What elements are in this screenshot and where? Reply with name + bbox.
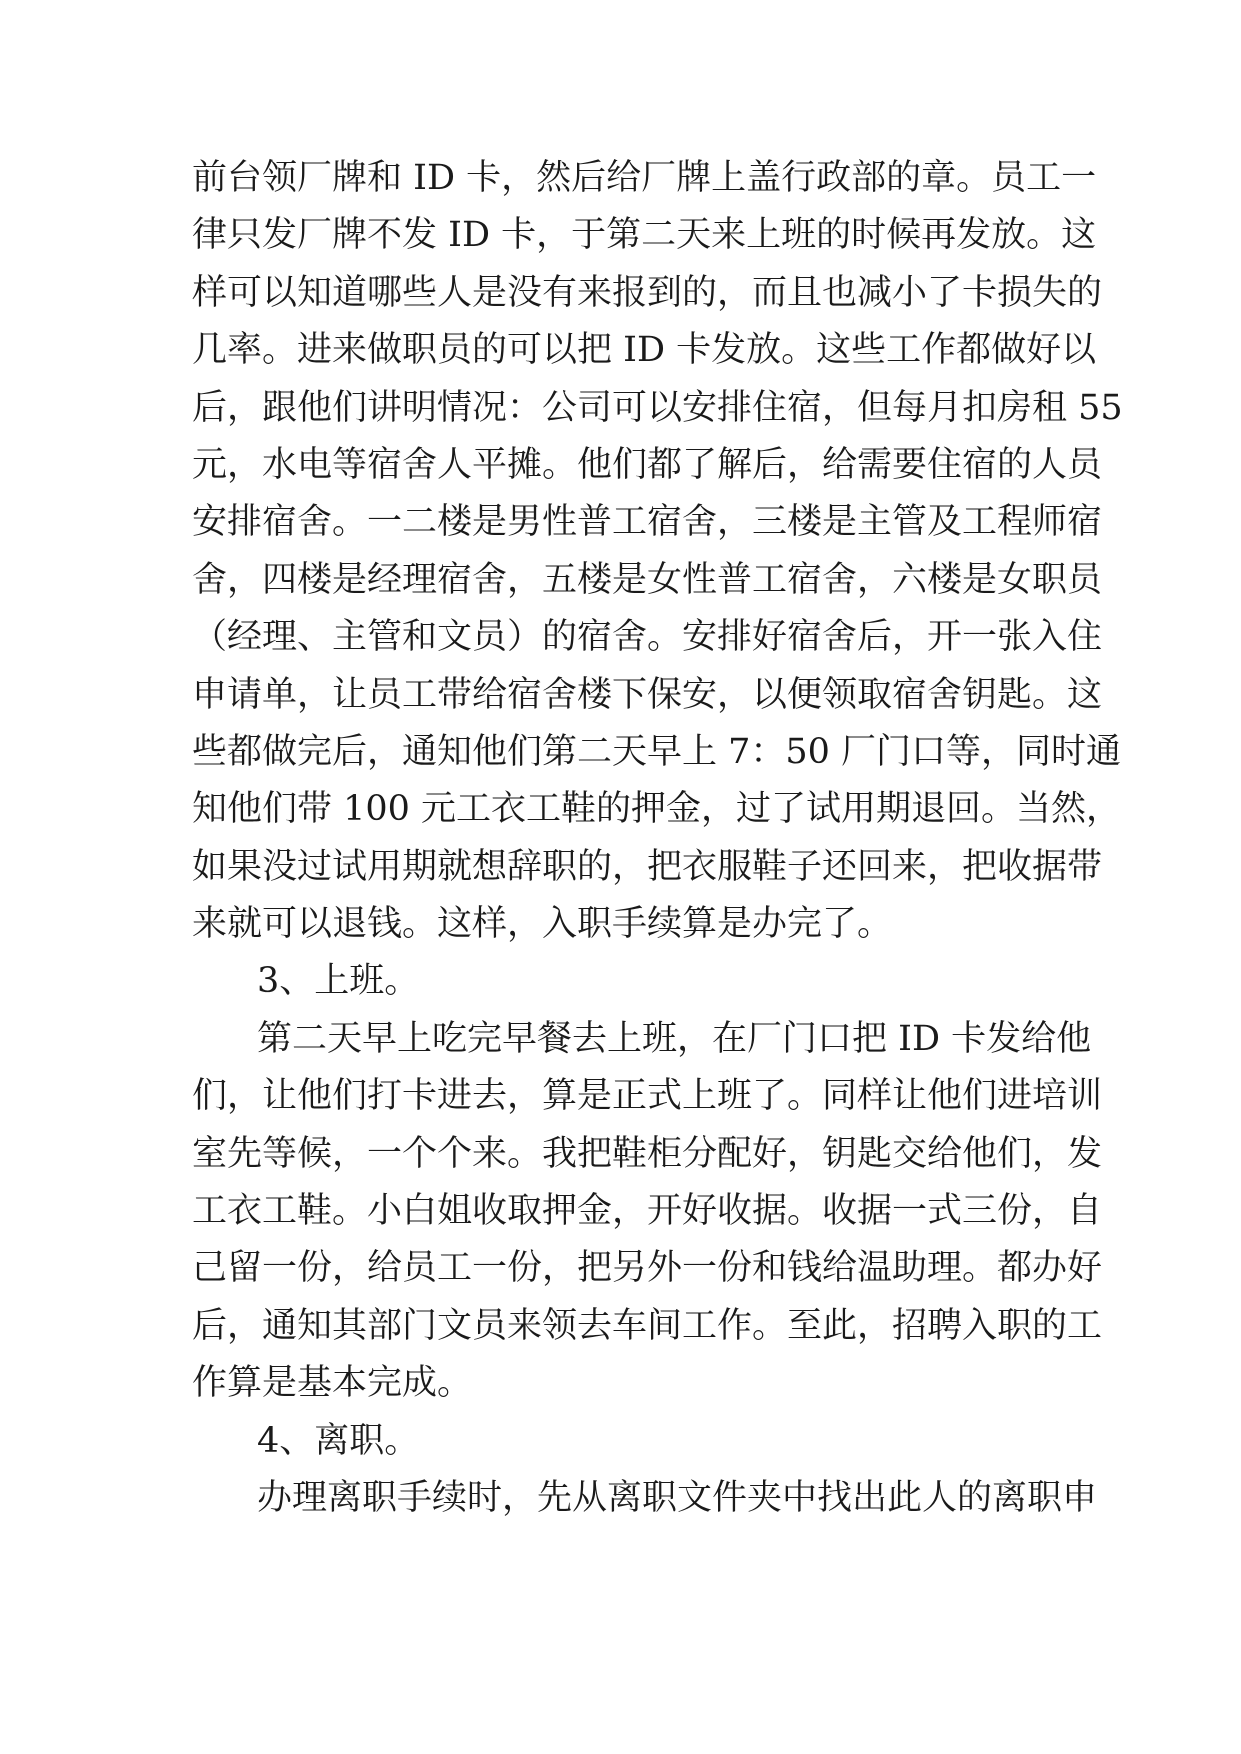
text-line: 前台领厂牌和 ID 卡，然后给厂牌上盖行政部的章。员工一 xyxy=(192,158,1097,198)
text-line: 3、上班。 xyxy=(257,961,420,1002)
text-line: 些都做完后，通知他们第二天早上 7：50 厂门口等，同时通 xyxy=(192,731,1122,772)
text-line: 舍，四楼是经理宿舍，五楼是女性普工宿舍，六楼是女职员 xyxy=(192,559,1103,600)
text-line: 工衣工鞋。小白姐收取押金，开好收据。收据一式三份，自 xyxy=(192,1191,1103,1232)
text-line: 安排宿舍。一二楼是男性普工宿舍，三楼是主管及工程师宿 xyxy=(192,502,1103,543)
text-line: 申请单，让员工带给宿舍楼下保安，以便领取宿舍钥匙。这 xyxy=(192,674,1103,715)
text-line: （经理、主管和文员）的宿舍。安排好宿舍后，开一张入住 xyxy=(192,617,1103,658)
text-line: 办理离职手续时，先从离职文件夹中找出此人的离职申 xyxy=(257,1477,1098,1518)
document-body xyxy=(192,150,1123,1527)
text-line: 律只发厂牌不发 ID 卡，于第二天来上班的时候再发放。这 xyxy=(192,215,1097,256)
text-line: 如果没过试用期就想辞职的，把衣服鞋子还回来，把收据带 xyxy=(192,846,1103,887)
text-line: 知他们带 100 元工衣工鞋的押金，过了试用期退回。当然， xyxy=(192,789,1122,830)
text-line: 第二天早上吃完早餐去上班，在厂门口把 ID 卡发给他 xyxy=(257,1018,1092,1059)
text-line: 元，水电等宿舍人平摊。他们都了解后，给需要住宿的人员 xyxy=(192,444,1103,485)
text-line: 后，跟他们讲明情况：公司可以安排住宿，但每月扣房租 55 xyxy=(192,387,1123,428)
text-line: 己留一份，给员工一份，把另外一份和钱给温助理。都办好 xyxy=(192,1248,1103,1289)
text-line: 4、离职。 xyxy=(257,1420,420,1461)
text-line: 们，让他们打卡进去，算是正式上班了。同样让他们进培训 xyxy=(192,1076,1103,1117)
text-line: 室先等候，一个个来。我把鞋柜分配好，钥匙交给他们，发 xyxy=(192,1133,1103,1174)
text-line: 样可以知道哪些人是没有来报到的，而且也减小了卡损失的 xyxy=(192,272,1103,313)
text-line: 作算是基本完成。 xyxy=(192,1363,473,1404)
text-line: 几率。进来做职员的可以把 ID 卡发放。这些工作都做好以 xyxy=(192,330,1097,371)
text-line: 后，通知其部门文员来领去车间工作。至此，招聘入职的工 xyxy=(192,1305,1103,1346)
text-line: 来就可以退钱。这样，入职手续算是办完了。 xyxy=(192,904,893,945)
